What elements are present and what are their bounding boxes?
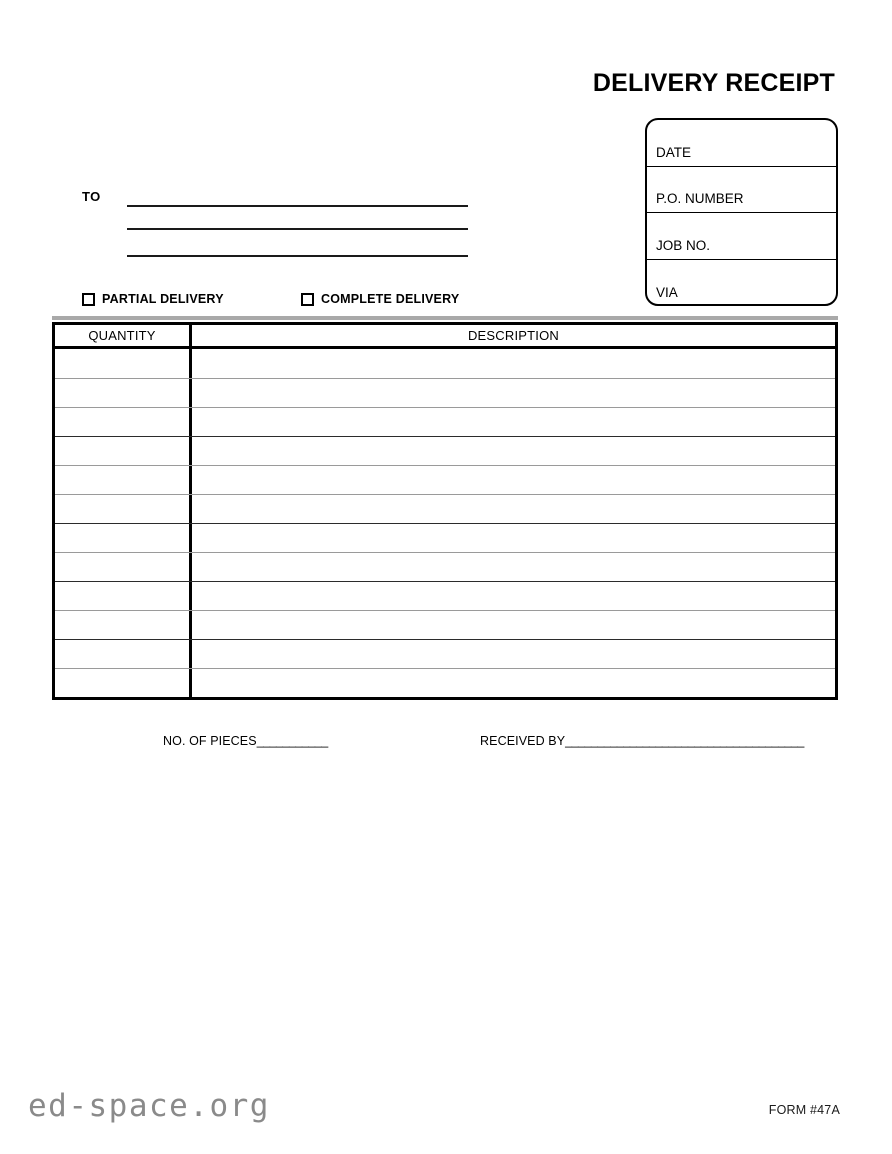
cell-description[interactable] <box>192 408 835 436</box>
page-title: DELIVERY RECEIPT <box>592 69 835 97</box>
table-row[interactable] <box>55 552 835 581</box>
cell-description[interactable] <box>192 669 835 697</box>
table-row[interactable] <box>55 465 835 494</box>
info-label-date: DATE <box>656 144 692 160</box>
cell-quantity[interactable] <box>55 408 192 436</box>
table-row[interactable] <box>55 349 835 378</box>
complete-delivery-label: COMPLETE DELIVERY <box>321 292 460 306</box>
table-row[interactable] <box>55 668 835 697</box>
cell-quantity[interactable] <box>55 669 192 697</box>
table-row[interactable] <box>55 581 835 610</box>
cell-quantity[interactable] <box>55 349 192 378</box>
cell-quantity[interactable] <box>55 437 192 465</box>
cell-quantity[interactable] <box>55 495 192 523</box>
cell-quantity[interactable] <box>55 582 192 610</box>
complete-delivery-checkbox[interactable] <box>301 293 314 306</box>
cell-description[interactable] <box>192 582 835 610</box>
info-row-po-number[interactable] <box>647 167 836 214</box>
table-header-description: DESCRIPTION <box>467 327 560 343</box>
recipient-line-2[interactable] <box>127 228 468 230</box>
received-by-field[interactable] <box>480 734 804 748</box>
cell-description[interactable] <box>192 524 835 552</box>
cell-quantity[interactable] <box>55 524 192 552</box>
cell-description[interactable] <box>192 611 835 639</box>
table-top-rule <box>52 316 838 320</box>
recipient-line-3[interactable] <box>127 255 468 257</box>
info-row-date[interactable] <box>647 120 836 167</box>
table-row[interactable] <box>55 407 835 436</box>
received-by-blank[interactable]: _____________________________________ <box>565 734 804 748</box>
table-row[interactable] <box>55 610 835 639</box>
table-row[interactable] <box>55 378 835 407</box>
footer-fields <box>0 734 892 754</box>
table-row[interactable] <box>55 494 835 523</box>
form-number: FORM #47A <box>768 1103 840 1117</box>
cell-description[interactable] <box>192 437 835 465</box>
received-by-label: RECEIVED BY <box>480 734 566 748</box>
cell-quantity[interactable] <box>55 640 192 668</box>
info-label-po-number: P.O. NUMBER <box>656 191 744 206</box>
recipient-lines <box>127 196 468 257</box>
cell-description[interactable] <box>192 640 835 668</box>
info-row-job-no[interactable] <box>647 213 836 260</box>
table-row[interactable] <box>55 639 835 668</box>
complete-delivery-option[interactable] <box>301 292 459 306</box>
cell-quantity[interactable] <box>55 379 192 407</box>
table-header-row <box>55 325 835 349</box>
partial-delivery-checkbox[interactable] <box>82 293 95 306</box>
info-row-via[interactable] <box>647 260 836 307</box>
no-of-pieces-field[interactable] <box>163 734 328 748</box>
info-label-job-no: JOB NO. <box>656 237 711 253</box>
cell-description[interactable] <box>192 349 835 378</box>
cell-description[interactable] <box>192 466 835 494</box>
info-label-via: VIA <box>656 285 678 300</box>
cell-description[interactable] <box>192 553 835 581</box>
no-of-pieces-label: NO. OF PIECES <box>163 734 257 748</box>
partial-delivery-label: PARTIAL DELIVERY <box>102 292 224 306</box>
items-table <box>52 322 838 700</box>
cell-quantity[interactable] <box>55 466 192 494</box>
table-row[interactable] <box>55 523 835 552</box>
delivery-type-group <box>82 292 502 310</box>
cell-quantity[interactable] <box>55 553 192 581</box>
table-row[interactable] <box>55 436 835 465</box>
table-header-quantity: QUANTITY <box>55 325 192 346</box>
no-of-pieces-blank[interactable]: ___________ <box>256 734 328 748</box>
recipient-label: TO <box>82 189 101 204</box>
partial-delivery-option[interactable] <box>82 292 224 306</box>
cell-description[interactable] <box>192 495 835 523</box>
cell-quantity[interactable] <box>55 611 192 639</box>
cell-description[interactable] <box>192 379 835 407</box>
header-info-box <box>645 118 838 306</box>
site-watermark: ed-space.org <box>28 1088 270 1124</box>
recipient-line-1[interactable] <box>127 205 468 207</box>
